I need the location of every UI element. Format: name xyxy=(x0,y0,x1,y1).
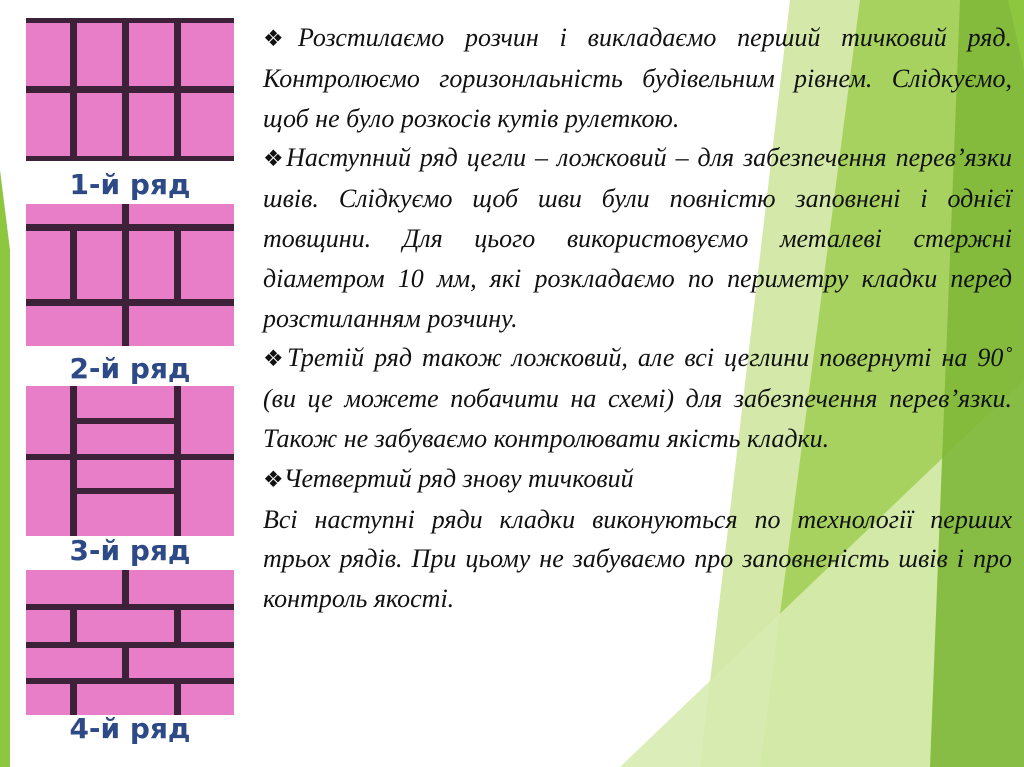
row-1-diagram xyxy=(26,18,234,161)
diamond-bullet-icon: ❖ xyxy=(263,466,284,492)
row-1-label: 1-й ряд xyxy=(69,168,191,201)
paragraph-2: ❖Наступний ряд цегли – ложковий – для забезпечення перев’язки швів. Слідкуємо щоб шви були повністю заповнені і однієї товщини. Для цього використовуємо металеві стержні діаметром 10 мм, які розкладаємо по периметру кладки перед розстиланням розчину. xyxy=(263,143,1012,333)
paragraph-4: ❖Четвертий ряд знову тичковий xyxy=(263,463,634,493)
row-2-diagram xyxy=(26,204,234,346)
row-4-label: 4-й ряд xyxy=(69,712,191,745)
left-green-strip xyxy=(0,170,10,767)
diamond-bullet-icon: ❖ xyxy=(263,346,288,372)
row-3-diagram xyxy=(26,386,234,536)
diamond-bullet-icon: ❖ xyxy=(263,146,287,172)
row-2-label: 2-й ряд xyxy=(69,352,191,385)
paragraph-3: ❖Третій ряд також ложковий, але всі цеглини повернуті на 90˚ (ви це можете побачити на схемі) для забезпечення перев’язки. Також не забуваємо контролювати якість кладки. xyxy=(263,343,1012,453)
paragraph-5: Всі наступні ряди кладки виконуються по технології перших трьох рядів. При цьому не забуваємо про заповненість швів і про контроль якості. xyxy=(263,504,1012,614)
instructions-text xyxy=(263,18,1012,619)
row-3-label: 3-й ряд xyxy=(69,534,191,567)
brick-bond-diagram xyxy=(26,18,234,748)
paragraph-1: ❖Розстилаємо розчин і викладаємо перший тичковий ряд. Контролюємо горизонлаьність будівельним рівнем. Слідкуємо, щоб не було розкосів кутів рулеткою. xyxy=(263,23,1012,133)
diamond-bullet-icon: ❖ xyxy=(263,26,298,51)
row-4-diagram xyxy=(26,570,234,715)
